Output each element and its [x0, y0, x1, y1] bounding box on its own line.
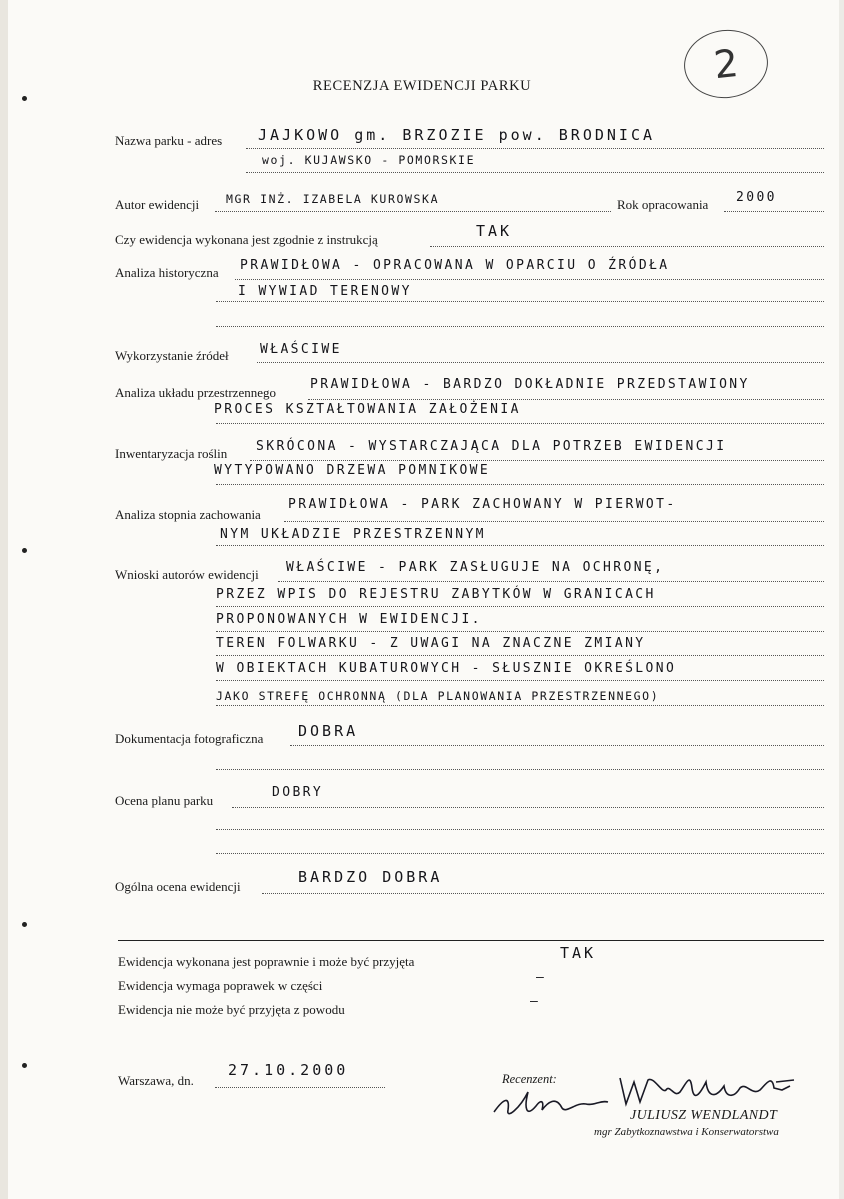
dotted-line: [216, 655, 824, 656]
scan-edge-left: [0, 0, 8, 1199]
dotted-line: [308, 399, 824, 400]
date-value: 27.10.2000: [228, 1061, 349, 1079]
overall-label: Ogólna ocena ewidencji: [115, 879, 241, 894]
park-plan-label: Ocena planu parku: [115, 793, 214, 808]
dotted-line: [262, 893, 824, 894]
historical-value: PRAWIDŁOWA - OPRACOWANA W OPARCIU O ŹRÓDŁA: [240, 258, 670, 273]
dotted-line: [216, 769, 824, 770]
punch-hole: [22, 96, 27, 101]
reviewer-name: JULIUSZ WENDLANDT: [630, 1108, 778, 1123]
dotted-line: [216, 484, 824, 485]
dotted-line: [216, 680, 824, 681]
dotted-line: [290, 745, 824, 746]
scan-edge-right: [839, 0, 844, 1199]
verdict-rejected-label: Ewidencja nie może być przyjęta z powodu: [118, 1002, 345, 1017]
document-title: RECENZJA EWIDENCJI PARKU: [312, 78, 532, 94]
photo-docs-value: DOBRA: [298, 722, 359, 740]
punch-hole: [22, 1063, 27, 1068]
dotted-line: [216, 301, 824, 302]
verdict-accepted-value: TAK: [560, 944, 597, 962]
verdict-corrections-label: Ewidencja wymaga poprawek w części: [118, 978, 323, 993]
author-value: MGR INŻ. IZABELA KUROWSKA: [226, 192, 440, 206]
overall-value: BARDZO DOBRA: [298, 868, 443, 886]
conclusions-label: Wnioski autorów ewidencji: [115, 567, 259, 582]
preservation-value: PRAWIDŁOWA - PARK ZACHOWANY W PIERWOT-: [288, 497, 677, 512]
conclusions-value-2: PRZEZ WPIS DO REJESTRU ZABYTKÓW W GRANICACH: [216, 587, 656, 602]
plants-value: SKRÓCONA - WYSTARCZAJĄCA DLA POTRZEB EWIDENCJI: [256, 439, 727, 454]
dotted-line: [216, 606, 824, 607]
dotted-line: [232, 807, 824, 808]
sources-label: Wykorzystanie źródeł: [115, 348, 229, 363]
sources-value: WŁAŚCIWE: [260, 342, 342, 357]
dotted-line: [216, 853, 824, 854]
year-value: 2000: [736, 190, 777, 205]
page-number: 2: [711, 40, 741, 88]
spatial-label: Analiza układu przestrzennego: [115, 385, 276, 400]
dotted-line: [430, 246, 824, 247]
plants-label: Inwentaryzacja roślin: [115, 446, 228, 461]
dotted-line: [215, 1087, 385, 1088]
spatial-value-2: PROCES KSZTAŁTOWANIA ZAŁOŻENIA: [214, 402, 521, 417]
preservation-label: Analiza stopnia zachowania: [115, 507, 261, 522]
dotted-line: [235, 279, 824, 280]
conclusions-value-1: WŁAŚCIWE - PARK ZASŁUGUJE NA OCHRONĘ,: [286, 560, 665, 575]
verdict-corrections-value: —: [536, 970, 547, 985]
section-divider: [118, 940, 824, 941]
dotted-line: [216, 631, 824, 632]
dotted-line: [278, 581, 824, 582]
plants-value-2: WYTYPOWANO DRZEWA POMNIKOWE: [214, 463, 491, 478]
punch-hole: [22, 548, 27, 553]
instruction-label: Czy ewidencja wykonana jest zgodnie z instrukcją: [115, 232, 378, 247]
park-name-label: Nazwa parku - adres: [115, 133, 223, 148]
photo-docs-label: Dokumentacja fotograficzna: [115, 731, 264, 746]
dotted-line: [216, 705, 824, 706]
historical-label: Analiza historyczna: [115, 265, 219, 280]
reviewer-signature-block: [490, 1068, 830, 1158]
verdict-accepted-label: Ewidencja wykonana jest poprawnie i może być przyjęta: [118, 954, 415, 969]
dotted-line: [246, 148, 824, 149]
punch-hole: [22, 922, 27, 927]
dotted-line: [216, 829, 824, 830]
dotted-line: [246, 172, 824, 173]
reviewer-label: Recenzent:: [502, 1072, 557, 1086]
conclusions-value-6: JAKO STREFĘ OCHRONNĄ (DLA PLANOWANIA PRZESTRZENNEGO): [216, 689, 660, 703]
conclusions-value-5: W OBIEKTACH KUBATUROWYCH - SŁUSZNIE OKREŚLONO: [216, 661, 677, 676]
instruction-value: TAK: [476, 222, 513, 240]
preservation-value-2: NYM UKŁADZIE PRZESTRZENNYM: [220, 527, 486, 542]
dotted-line: [215, 211, 611, 212]
park-name-value: JAJKOWO gm. BRZOZIE pow. BRODNICA: [258, 126, 656, 144]
dotted-line: [284, 521, 824, 522]
year-label: Rok opracowania: [617, 197, 709, 212]
conclusions-value-4: TEREN FOLWARKU - Z UWAGI NA ZNACZNE ZMIANY: [216, 636, 646, 651]
dotted-line: [250, 460, 824, 461]
reviewer-title: mgr Zabytkoznawstwa i Konserwatorstwa: [594, 1126, 779, 1138]
date-label: Warszawa, dn.: [118, 1073, 194, 1088]
dotted-line: [216, 545, 824, 546]
historical-value-2: I WYWIAD TERENOWY: [238, 284, 412, 299]
park-plan-value: DOBRY: [272, 785, 324, 800]
dotted-line: [216, 326, 824, 327]
dotted-line: [724, 211, 824, 212]
verdict-rejected-value: —: [530, 994, 541, 1009]
spatial-value: PRAWIDŁOWA - BARDZO DOKŁADNIE PRZEDSTAWIONY: [310, 377, 750, 392]
author-label: Autor ewidencji: [115, 197, 200, 212]
dotted-line: [257, 362, 824, 363]
dotted-line: [216, 423, 824, 424]
park-name-value-2: woj. KUJAWSKO - POMORSKIE: [262, 153, 476, 167]
conclusions-value-3: PROPONOWANYCH W EWIDENCJI.: [216, 612, 482, 627]
